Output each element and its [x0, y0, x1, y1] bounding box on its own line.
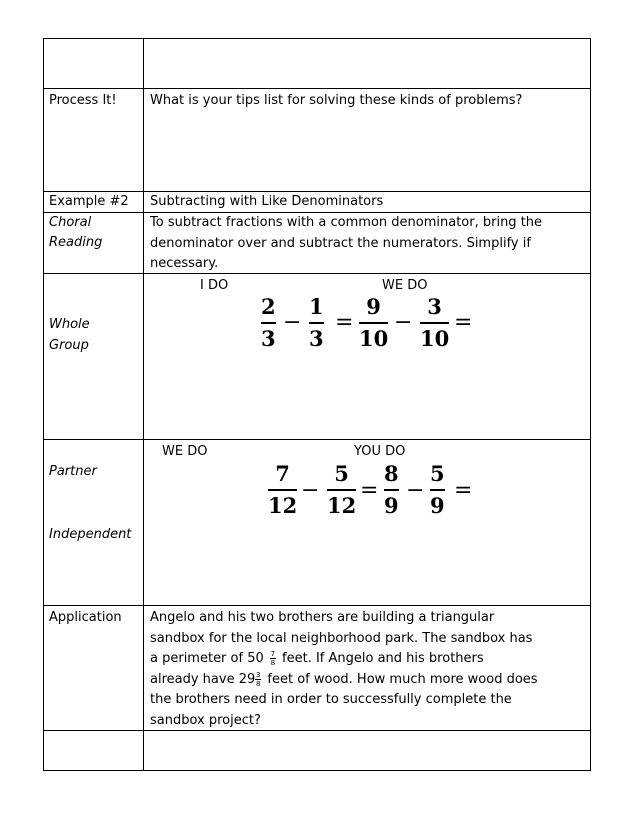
choral-reading-row	[44, 212, 590, 273]
denominator: 10	[420, 326, 450, 351]
fraction-bar	[384, 489, 399, 491]
denominator: 9	[430, 493, 445, 518]
blank-top-row	[44, 39, 590, 88]
process-it-text: What is your tips list for solving these kinds of problems?	[150, 93, 523, 108]
denominator: 3	[309, 326, 324, 351]
denominator: 3	[261, 326, 276, 351]
whole-group-label-line2: Group	[49, 338, 89, 353]
equals-sign: =	[335, 310, 354, 335]
blank-bottom-row	[44, 730, 590, 772]
fraction-7-12	[268, 461, 297, 519]
fraction-2-3	[261, 294, 276, 352]
mixed-fraction-3-8: $\frac{3}{8}$	[256, 670, 261, 688]
problem-line: sandbox for the local neighborhood park. The sandbox has	[150, 630, 533, 646]
numerator: 5	[334, 461, 349, 486]
partner-independent-row	[44, 439, 590, 605]
partner-label: Partner	[49, 464, 97, 479]
fraction-bar	[261, 322, 276, 324]
numerator: 8	[384, 461, 399, 486]
numerator: 5	[430, 461, 445, 486]
denominator: 12	[327, 493, 357, 518]
numerator: 1	[309, 294, 324, 319]
process-it-label: Process It!	[49, 93, 117, 108]
example-title: Subtracting with Like Denominators	[150, 194, 384, 209]
numerator: 3	[427, 294, 442, 319]
application-label: Application	[49, 610, 122, 625]
minus-sign: −	[283, 310, 302, 335]
application-problem	[150, 608, 582, 731]
fraction-5-12	[327, 461, 356, 519]
we-do-header: WE DO	[382, 278, 428, 293]
numerator: 2	[261, 294, 276, 319]
i-do-header: I DO	[200, 278, 229, 293]
minus-sign: −	[394, 310, 413, 335]
choral-label-line2: Reading	[49, 235, 103, 250]
numerator: 9	[366, 294, 381, 319]
example-row	[44, 191, 590, 212]
denominator: 12	[268, 493, 298, 518]
fraction-1-3	[309, 294, 324, 352]
fraction-bar	[359, 322, 388, 324]
fraction-bar	[420, 322, 449, 324]
independent-label: Independent	[49, 527, 132, 542]
mixed-fraction-7-8: $\frac{7}{8}$	[270, 650, 276, 667]
problem-line: a perimeter of 50 $\frac{7}{8}$ feet. If Angelo and his brothers	[150, 650, 484, 667]
problem-line: Angelo and his two brothers are building a triangular	[150, 610, 495, 625]
fraction-bar	[309, 322, 324, 324]
choral-reading-text: To subtract fractions with a common denominator, bring the denominator over and subtract the numerators. Simplify if necessary.	[150, 215, 543, 271]
lesson-table	[43, 38, 591, 771]
application-row	[44, 605, 590, 730]
fraction-bar	[268, 489, 297, 491]
numerator: 7	[275, 461, 290, 486]
you-do-header: YOU DO	[354, 444, 406, 459]
minus-sign: −	[301, 478, 320, 503]
process-it-row	[44, 88, 590, 191]
fraction-bar	[430, 489, 445, 491]
problem-line: sandbox project?	[150, 712, 261, 728]
whole-group-label-line1: Whole	[49, 317, 90, 332]
fraction-9-10	[359, 294, 388, 352]
fraction-5-9	[430, 461, 445, 519]
equals-sign: =	[454, 478, 473, 503]
whole-group-row	[44, 273, 590, 439]
we-do-header: WE DO	[162, 444, 208, 459]
example-label: Example #2	[49, 194, 129, 209]
fraction-bar	[327, 489, 356, 491]
equals-sign: =	[360, 478, 379, 503]
denominator: 10	[359, 326, 389, 351]
problem-line: already have 29 $\frac{3}{8}$ feet of wood. How much more wood does	[150, 670, 538, 688]
minus-sign: −	[406, 478, 425, 503]
equals-sign: =	[454, 310, 473, 335]
choral-label-line1: Choral	[49, 215, 92, 230]
fraction-8-9	[384, 461, 399, 519]
problem-line: the brothers need in order to successfully complete the	[150, 692, 512, 707]
denominator: 9	[384, 493, 399, 518]
fraction-3-10	[420, 294, 449, 352]
